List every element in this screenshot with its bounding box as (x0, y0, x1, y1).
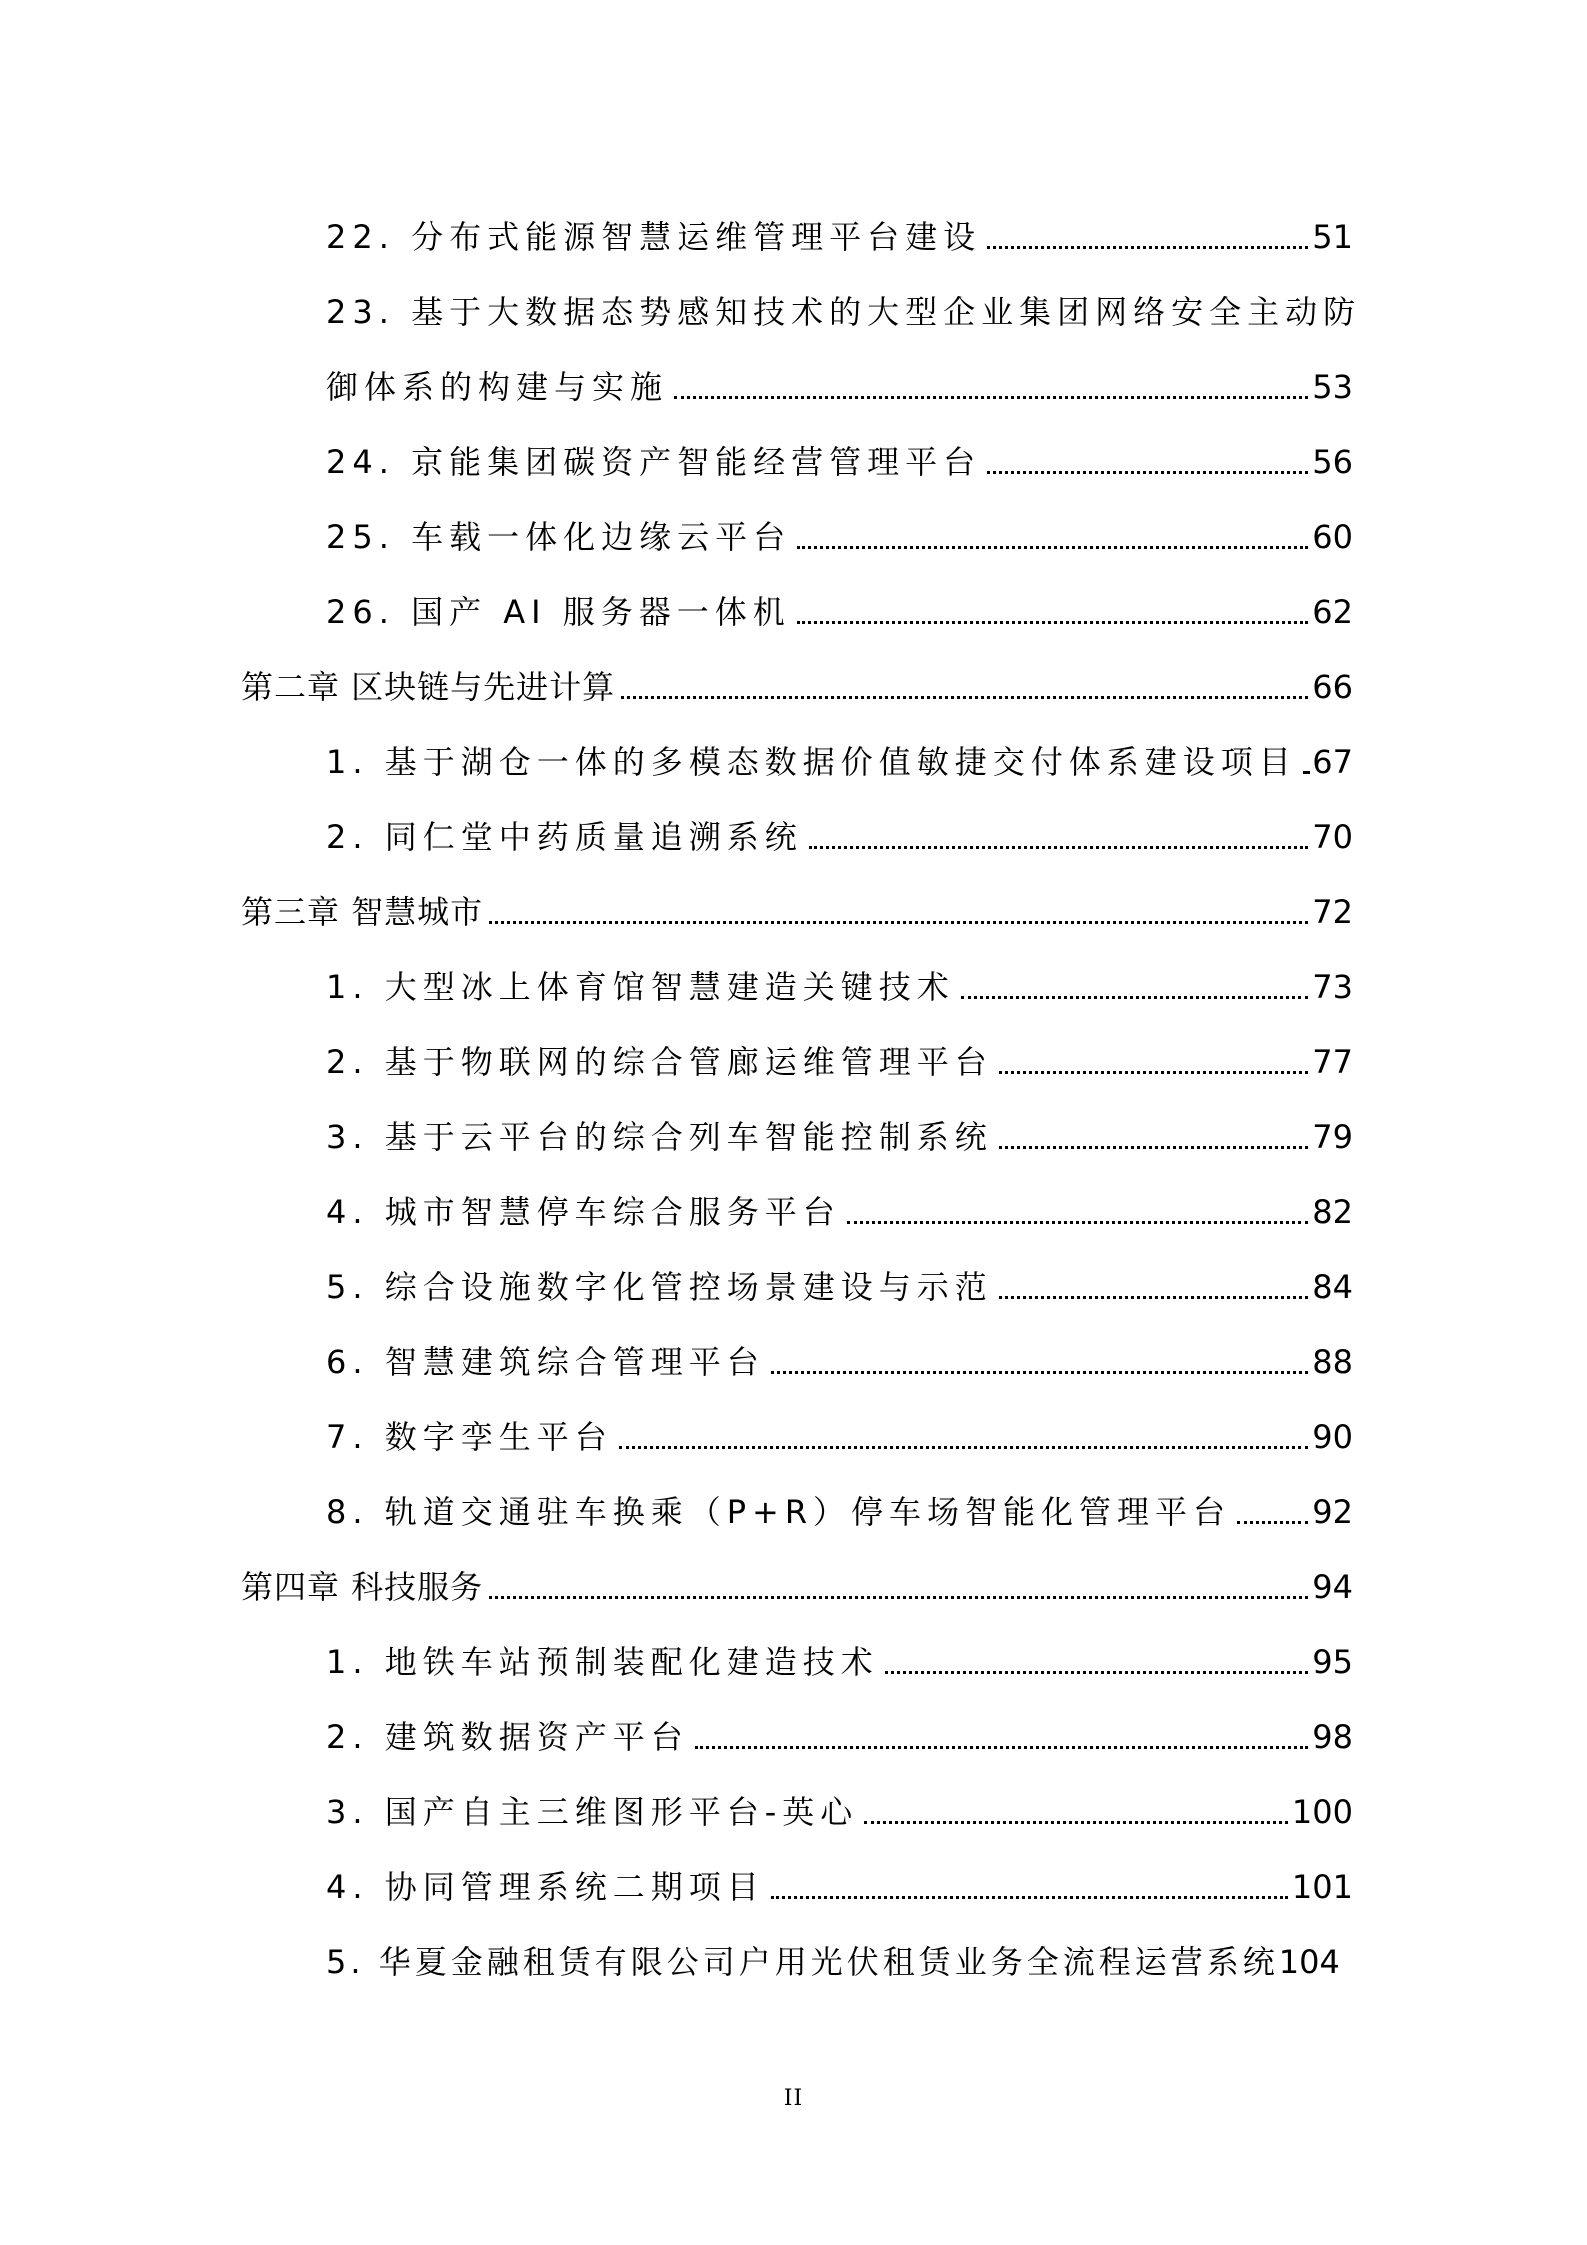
toc-entry[interactable] (326, 438, 1353, 486)
dot-leader (695, 1745, 1309, 1749)
dot-leader (489, 920, 1308, 924)
toc-entry[interactable] (326, 588, 1353, 636)
toc-entry-page: 67 (1312, 743, 1353, 781)
toc-entry-title: 3. 基于云平台的综合列车智能控制系统 (326, 1118, 993, 1156)
dot-leader (999, 1295, 1309, 1299)
toc-entry-title: 1. 大型冰上体育馆智慧建造关键技术 (326, 968, 955, 1006)
toc-entry[interactable] (326, 1488, 1353, 1536)
toc-chapter[interactable] (241, 888, 1353, 936)
toc-entry-title: 24. 京能集团碳资产智能经营管理平台 (326, 443, 982, 481)
toc-entry-page: 51 (1312, 218, 1353, 256)
toc-entry-title: 1. 基于湖仓一体的多模态数据价值敏捷交付体系建设项目 (326, 743, 1297, 781)
dot-leader (621, 695, 1308, 699)
toc-entry[interactable] (326, 288, 1362, 336)
toc-chapter-page: 66 (1312, 668, 1353, 706)
toc-entry[interactable] (326, 813, 1353, 861)
toc-entry-page: 101 (1291, 1868, 1353, 1906)
dot-leader (771, 1370, 1309, 1374)
toc-entry-page: 84 (1312, 1268, 1353, 1306)
toc-entry[interactable] (326, 1638, 1353, 1686)
dot-leader (797, 545, 1308, 549)
toc-entry-page: 56 (1312, 443, 1353, 481)
toc-entry[interactable] (326, 1338, 1353, 1386)
toc-entry-title: 7. 数字孪生平台 (326, 1418, 613, 1456)
toc-entry-page: 70 (1312, 818, 1353, 856)
dot-leader (489, 1595, 1308, 1599)
toc-entry[interactable] (326, 1038, 1353, 1086)
toc-entry-page: 79 (1312, 1118, 1353, 1156)
toc-entry[interactable] (326, 1188, 1353, 1236)
toc-entry-title: 2. 同仁堂中药质量追溯系统 (326, 818, 803, 856)
toc-entry[interactable] (326, 1413, 1353, 1461)
toc-entry-page: 92 (1312, 1493, 1353, 1531)
toc-entry-page: 53 (1312, 368, 1353, 406)
toc-entry-title: 5. 综合设施数字化管控场景建设与示范 (326, 1268, 993, 1306)
dot-leader (999, 1070, 1309, 1074)
toc-entry-title: 25. 车载一体化边缘云平台 (326, 518, 792, 556)
dot-leader (809, 845, 1309, 849)
dot-leader (619, 1445, 1309, 1449)
toc-entry-page: 104 (1278, 1943, 1340, 1981)
dot-leader (797, 620, 1309, 624)
page-number: II (783, 2086, 804, 2111)
toc-entry-title: 23. 基于大数据态势感知技术的大型企业集团网络安全主动防 (326, 293, 1362, 331)
dot-leader (961, 995, 1309, 999)
toc-chapter-title: 第二章 区块链与先进计算 (241, 668, 616, 706)
toc-entry-page: 77 (1312, 1043, 1353, 1081)
toc-entry[interactable] (326, 1788, 1353, 1836)
toc-entry-page: 90 (1312, 1418, 1353, 1456)
toc-entry[interactable] (326, 213, 1353, 261)
toc-entry[interactable] (326, 738, 1353, 786)
dot-leader (999, 1145, 1309, 1149)
toc-entry-page: 95 (1312, 1643, 1353, 1681)
toc-chapter[interactable] (241, 1563, 1353, 1611)
dot-leader (1303, 770, 1309, 774)
toc-entry-title: 5. 华夏金融租赁有限公司户用光伏租赁业务全流程运营系统 (326, 1943, 1279, 1981)
toc-entry-page: 88 (1312, 1343, 1353, 1381)
toc-entry-title: 2. 建筑数据资产平台 (326, 1718, 689, 1756)
toc-entry-page: 100 (1291, 1793, 1353, 1831)
toc-chapter-page: 94 (1312, 1568, 1353, 1606)
toc-chapter[interactable] (241, 663, 1353, 711)
toc-entry-title: 22. 分布式能源智慧运维管理平台建设 (326, 218, 982, 256)
toc-entry-title: 8. 轨道交通驻车换乘（P+R）停车场智能化管理平台 (326, 1493, 1232, 1531)
toc-entry[interactable] (326, 1263, 1353, 1311)
toc-entry-continuation[interactable] (326, 363, 1353, 411)
toc-entry-title: 4. 城市智慧停车综合服务平台 (326, 1193, 841, 1231)
dot-leader (1237, 1520, 1308, 1524)
toc-entry[interactable] (326, 513, 1353, 561)
dot-leader (987, 470, 1308, 474)
dot-leader (674, 395, 1308, 399)
toc-chapter-title: 第三章 智慧城市 (241, 893, 484, 931)
dot-leader (847, 1220, 1309, 1224)
toc-entry-title: 1. 地铁车站预制装配化建造技术 (326, 1643, 879, 1681)
toc-entry-title: 26. 国产 AI 服务器一体机 (326, 593, 791, 631)
toc-entry[interactable] (326, 963, 1353, 1011)
toc-chapter-page: 72 (1312, 893, 1353, 931)
dot-leader (987, 245, 1308, 249)
toc-entry-title: 4. 协同管理系统二期项目 (326, 1868, 765, 1906)
toc-entry-page: 73 (1312, 968, 1353, 1006)
toc-entry[interactable] (326, 1713, 1353, 1761)
toc-entry[interactable] (326, 1938, 1353, 1986)
dot-leader (771, 1895, 1288, 1899)
toc-entry-page: 60 (1312, 518, 1353, 556)
toc-entry[interactable] (326, 1113, 1353, 1161)
toc-entry-title: 3. 国产自主三维图形平台-英心 (326, 1793, 859, 1831)
toc-entry-title: 2. 基于物联网的综合管廊运维管理平台 (326, 1043, 993, 1081)
toc-entry-page: 98 (1312, 1718, 1353, 1756)
toc-entry-page: 62 (1312, 593, 1353, 631)
toc-entry[interactable] (326, 1863, 1353, 1911)
toc-entry-page: 82 (1312, 1193, 1353, 1231)
toc-chapter-title: 第四章 科技服务 (241, 1568, 484, 1606)
toc-entry-title: 御体系的构建与实施 (326, 368, 669, 406)
dot-leader (885, 1670, 1309, 1674)
dot-leader (864, 1820, 1288, 1824)
toc-entry-title: 6. 智慧建筑综合管理平台 (326, 1343, 765, 1381)
